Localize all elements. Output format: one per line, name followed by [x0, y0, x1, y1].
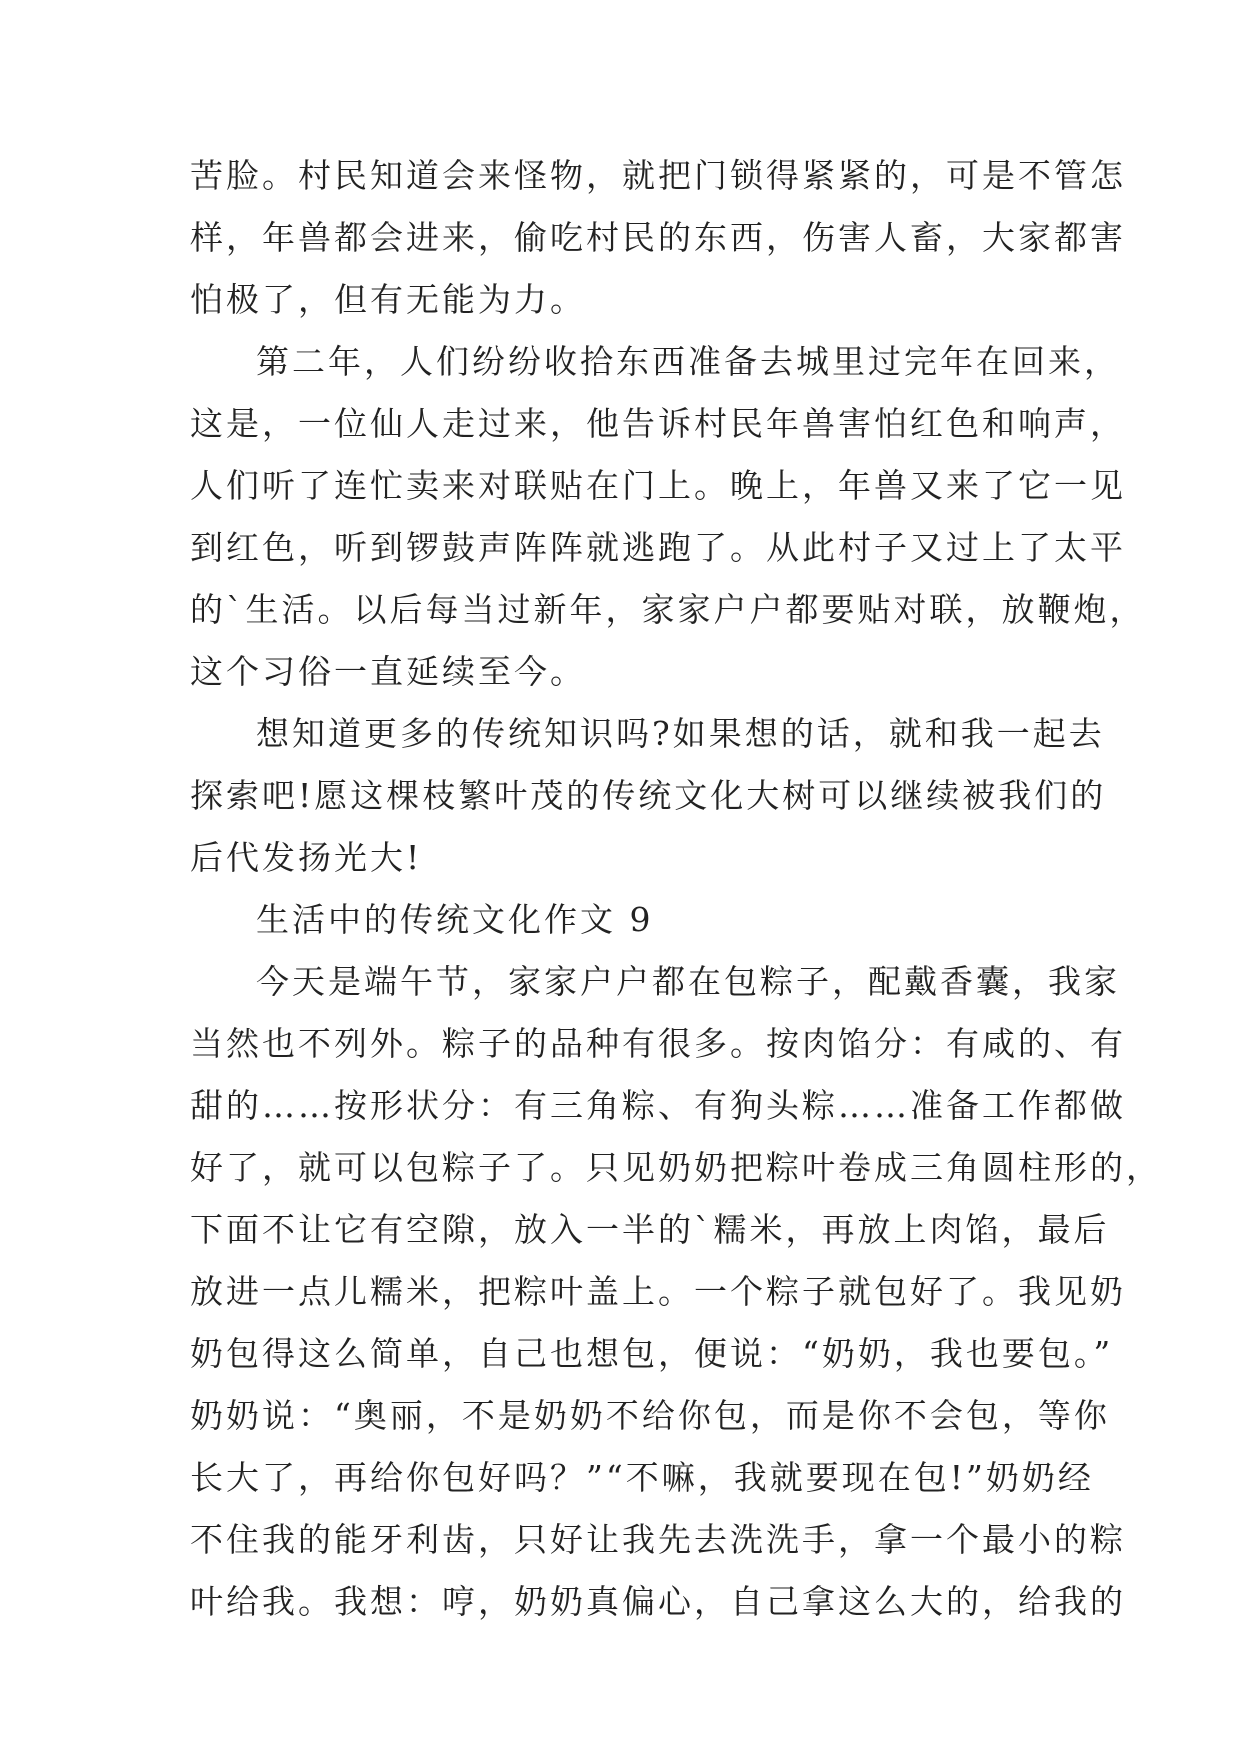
paragraph [190, 951, 1162, 1633]
text-line: 的`生活。以后每当过新年，家家户户都要贴对联，放鞭炮， [190, 590, 1146, 629]
text-line: 后代发扬光大! [190, 838, 423, 877]
text-line: 今天是端午节，家家户户都在包粽子，配戴香囊，我家 [256, 962, 1120, 1001]
text-line: 好了，就可以包粽子了。只见奶奶把粽叶卷成三角圆柱形的， [190, 1148, 1162, 1187]
text-line: 这是，一位仙人走过来，他告诉村民年兽害怕红色和响声， [190, 404, 1126, 443]
paragraph [190, 703, 1107, 889]
text-line: 怕极了，但有无能为力。 [190, 280, 586, 319]
text-line: 奶奶说：“奥丽，不是奶奶不给你包，而是你不会包，等你 [190, 1396, 1110, 1435]
text-line: 当然也不列外。粽子的品种有很多。按肉馅分：有咸的、有 [190, 1024, 1126, 1063]
text-line: 样，年兽都会进来，偷吃村民的东西，伤害人畜，大家都害 [190, 218, 1126, 257]
text-line: 苦脸。村民知道会来怪物，就把门锁得紧紧的，可是不管怎 [190, 156, 1126, 195]
text-line: 下面不让它有空隙，放入一半的`糯米，再放上肉馅，最后 [190, 1210, 1110, 1249]
text-line: 探索吧!愿这棵枝繁叶茂的传统文化大树可以继续被我们的 [190, 776, 1107, 815]
text-line: 想知道更多的传统知识吗?如果想的话，就和我一起去 [256, 714, 1105, 753]
document-body [190, 145, 1162, 1633]
heading-line: 生活中的传统文化作文 9 [256, 900, 654, 939]
text-line: 到红色，听到锣鼓声阵阵就逃跑了。从此村子又过上了太平 [190, 528, 1126, 567]
text-line: 甜的……按形状分：有三角粽、有狗头粽……准备工作都做 [190, 1086, 1126, 1125]
text-line: 放进一点儿糯米，把粽叶盖上。一个粽子就包好了。我见奶 [190, 1272, 1126, 1311]
text-line: 不住我的能牙利齿，只好让我先去洗洗手，拿一个最小的粽 [190, 1520, 1126, 1559]
text-line: 叶给我。我想：哼，奶奶真偏心，自己拿这么大的，给我的 [190, 1582, 1126, 1621]
text-line: 奶包得这么简单，自己也想包，便说：“奶奶，我也要包。” [190, 1334, 1114, 1373]
section-heading [190, 889, 1055, 951]
text-line: 长大了，再给你包好吗？”“不嘛，我就要现在包!”奶奶经 [190, 1458, 1094, 1497]
text-line: 人们听了连忙卖来对联贴在门上。晚上，年兽又来了它一见 [190, 466, 1126, 505]
text-line: 这个习俗一直延续至今。 [190, 652, 586, 691]
paragraph [190, 145, 1126, 331]
paragraph [190, 331, 1146, 703]
text-line: 第二年，人们纷纷收拾东西准备去城里过完年在回来， [256, 342, 1120, 381]
